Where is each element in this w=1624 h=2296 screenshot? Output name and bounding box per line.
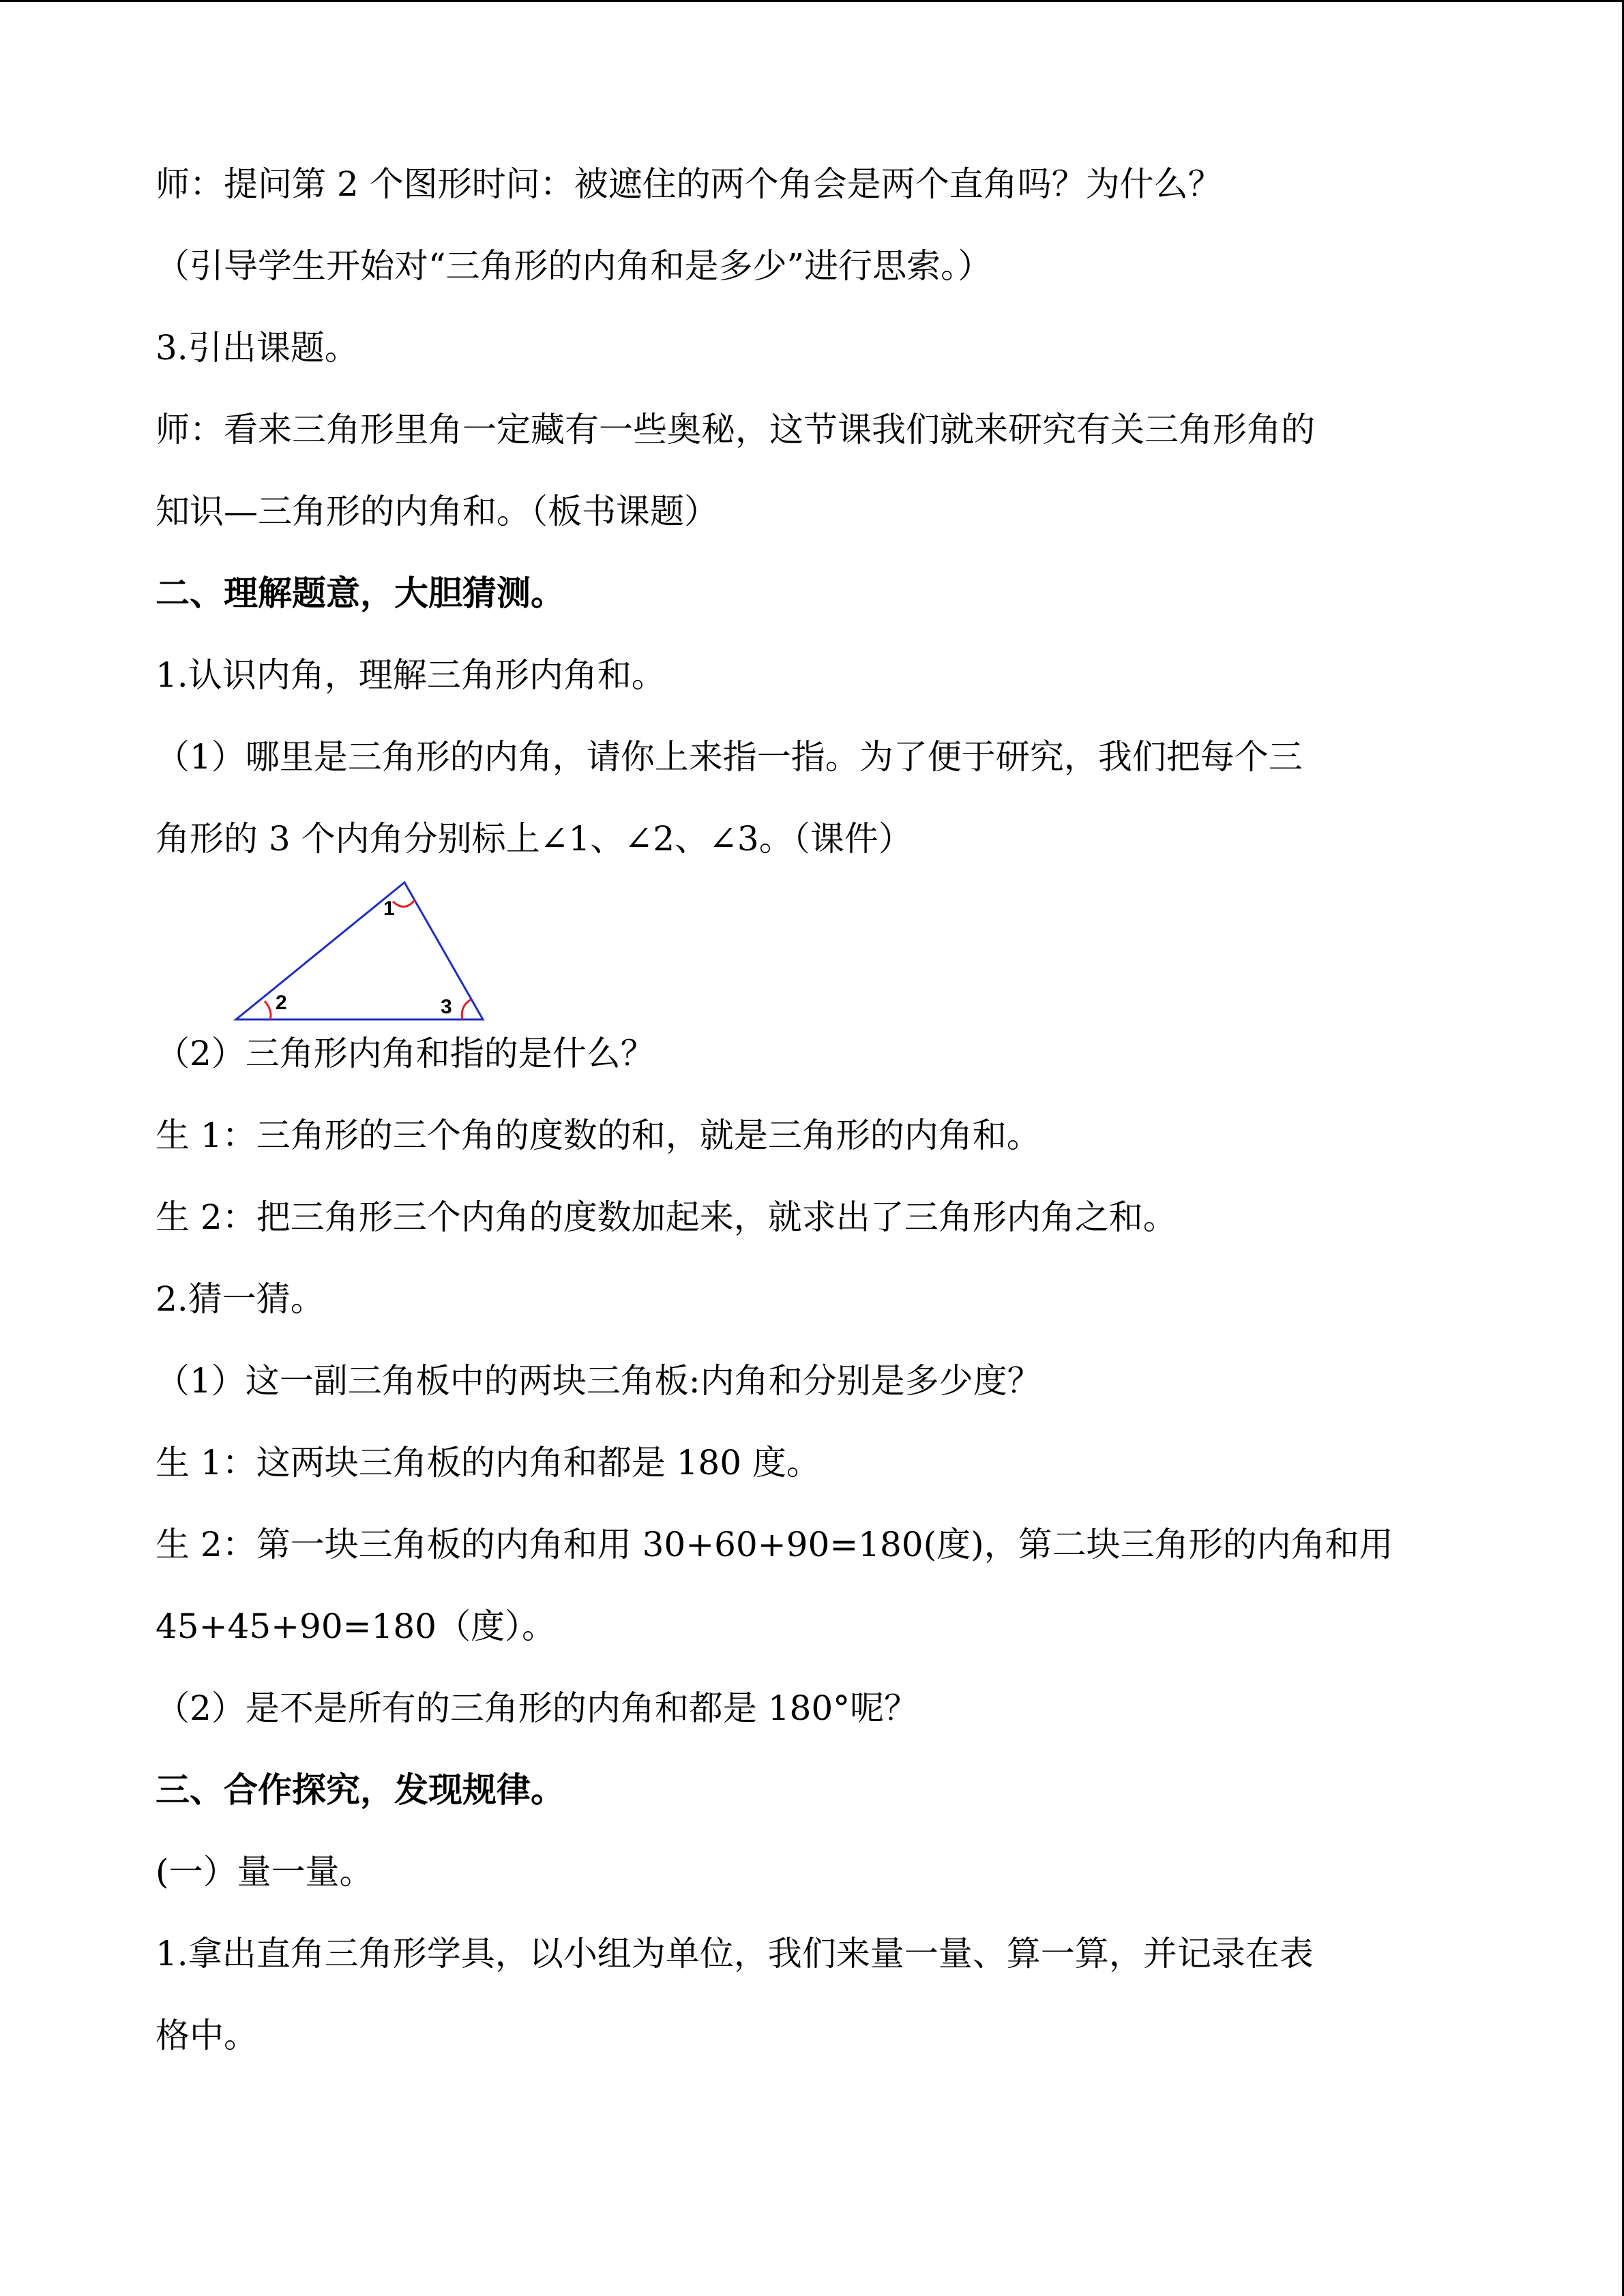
document-body xyxy=(156,164,1472,2097)
paragraph-recognize-angles: 1.认识内角，理解三角形内角和。 xyxy=(156,655,666,695)
paragraph-set-squares-question: （1）这一副三角板中的两块三角板:内角和分别是多少度？ xyxy=(156,1361,1042,1401)
paragraph-teacher-question: 师：提问第 2 个图形时问：被遮住的两个角会是两个直角吗？为什么？ xyxy=(156,164,1222,204)
paragraph-student-2-calc-2: 45+45+90=180（度）。 xyxy=(156,1607,556,1646)
angle-1-arc xyxy=(393,900,415,907)
paragraph-teacher-intro-1: 师：看来三角形里角一定藏有一些奥秘，这节课我们就来研究有关三角形角的 xyxy=(156,410,1315,449)
angle-2-label: 2 xyxy=(276,992,287,1014)
angle-1-label: 1 xyxy=(383,897,395,920)
paragraph-right-triangle-task-2: 格中。 xyxy=(156,2016,258,2055)
paragraph-guide-note: （引导学生开始对“三角形的内角和是多少”进行思索。） xyxy=(156,246,992,286)
paragraph-measure: (一）量一量。 xyxy=(156,1852,374,1892)
section-heading-2: 二、理解题意，大胆猜测。 xyxy=(156,573,565,613)
angle-3-arc xyxy=(462,1000,471,1019)
paragraph-student-1-180: 生 1：这两块三角板的内角和都是 180 度。 xyxy=(156,1443,821,1482)
top-border-line xyxy=(0,0,1624,2)
paragraph-teacher-intro-2: 知识—三角形的内角和。（板书课题） xyxy=(156,492,718,531)
angle-3-label: 3 xyxy=(441,996,452,1018)
paragraph-all-triangles-question: （2）是不是所有的三角形的内角和都是 180°呢？ xyxy=(156,1688,919,1728)
paragraph-guess: 2.猜一猜。 xyxy=(156,1279,325,1319)
paragraph-point-angles-2: 角形的 3 个内角分别标上∠1、∠2、∠3。（课件） xyxy=(156,819,913,859)
paragraph-student-2-calc-1: 生 2：第一块三角板的内角和用 30+60+90=180(度)，第二块三角形的内角和用 xyxy=(156,1525,1393,1564)
paragraph-student-2-answer: 生 2：把三角形三个内角的度数加起来，就求出了三角形内角之和。 xyxy=(156,1197,1177,1237)
section-heading-3: 三、合作探究，发现规律。 xyxy=(156,1770,565,1810)
triangle-diagram xyxy=(231,880,503,1030)
paragraph-right-triangle-task-1: 1.拿出直角三角形学具，以小组为单位，我们来量一量、算一算，并记录在表 xyxy=(156,1934,1314,1973)
angle-2-arc xyxy=(265,1001,271,1019)
paragraph-point-angles-1: （1）哪里是三角形的内角，请你上来指一指。为了便于研究，我们把每个三 xyxy=(156,737,1303,777)
triangle-figure xyxy=(156,880,1472,1033)
paragraph-what-is-sum: （2）三角形内角和指的是什么？ xyxy=(156,1034,655,1073)
paragraph-student-1-answer: 生 1：三角形的三个角的度数的和，就是三角形的内角和。 xyxy=(156,1116,1041,1155)
paragraph-introduce-topic: 3.引出课题。 xyxy=(156,328,359,368)
